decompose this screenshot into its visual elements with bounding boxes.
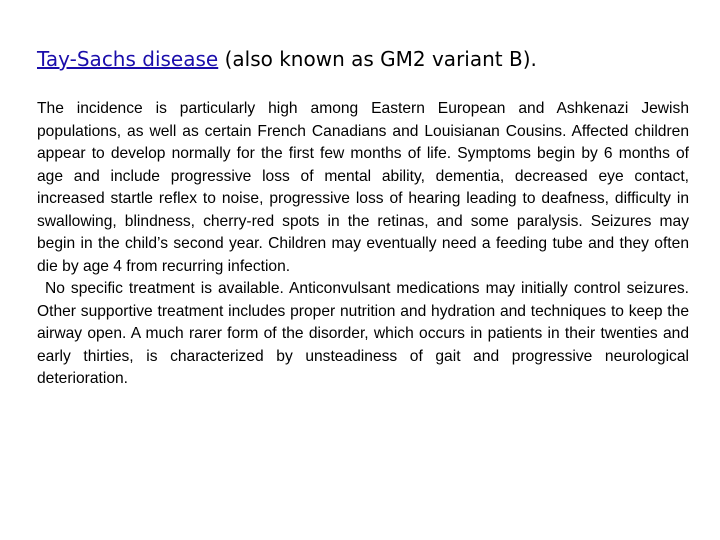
tay-sachs-disease-link[interactable]: Tay-Sachs disease — [37, 47, 219, 71]
body-text — [37, 98, 689, 391]
paragraph-treatment: No specific treatment is available. Anticonvulsant medications may initially control seizures. Other supportive treatment includes proper nutrition and hydration and techniques to keep the airway open. A much rarer form of the disorder, which occurs in patients in their twenties and early thirties, is characterized by unsteadiness of gait and progressive neurological deterioration. — [37, 280, 689, 387]
title-rest: (also known as GM2 variant B). — [218, 47, 537, 71]
slide-title — [37, 44, 697, 74]
paragraph-incidence: The incidence is particularly high among Eastern European and Ashkenazi Jewish populations, as well as certain French Canadians and Louisianan Cousins. Affected children appear to develop normally for the first few months of life. Symptoms begin by 6 months of age and include progressive loss of mental ability, dementia, decreased eye contact, increased startle reflex to noise, progressive loss of hearing leading to deafness, difficulty in swallowing, blindness, cherry-red spots in the retinas, and some paralysis. Seizures may begin in the child’s second year. Children may eventually need a feeding tube and they often die by age 4 from recurring infection. — [37, 100, 689, 275]
